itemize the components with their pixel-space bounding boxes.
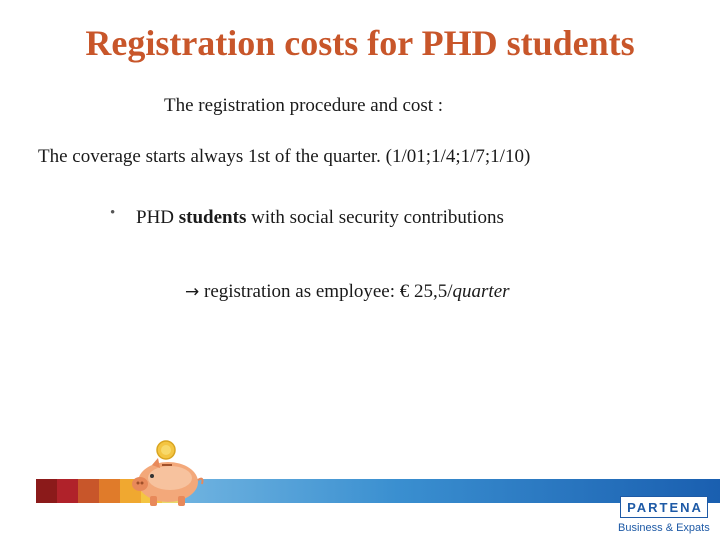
intro-text: The registration procedure and cost : <box>164 95 444 116</box>
footer-square <box>78 479 99 503</box>
logo-top-text: PARTENA <box>627 500 703 515</box>
registration-line <box>185 281 510 303</box>
arrow-icon: → <box>185 282 200 302</box>
bullet-suffix: with social security contributions <box>246 207 504 228</box>
logo-bottom-text: Business & Expats <box>618 522 710 534</box>
footer-square <box>36 479 57 503</box>
footer-square <box>99 479 120 503</box>
partena-logo <box>620 496 708 518</box>
bullet-item <box>136 207 504 229</box>
bullet-prefix: PHD <box>136 207 179 228</box>
registration-unit: quarter <box>452 281 510 302</box>
slide-title: Registration costs for PHD students <box>85 23 635 63</box>
registration-text: registration as employee: € 25,5/ <box>199 281 453 302</box>
bullet-marker: • <box>110 205 116 221</box>
coverage-text: The coverage starts always 1st of the quarter. (1/01;1/4;1/7;1/10) <box>38 146 531 167</box>
footer-square <box>57 479 78 503</box>
bullet-bold: students <box>178 207 247 228</box>
piggy-bank-icon <box>128 440 208 510</box>
